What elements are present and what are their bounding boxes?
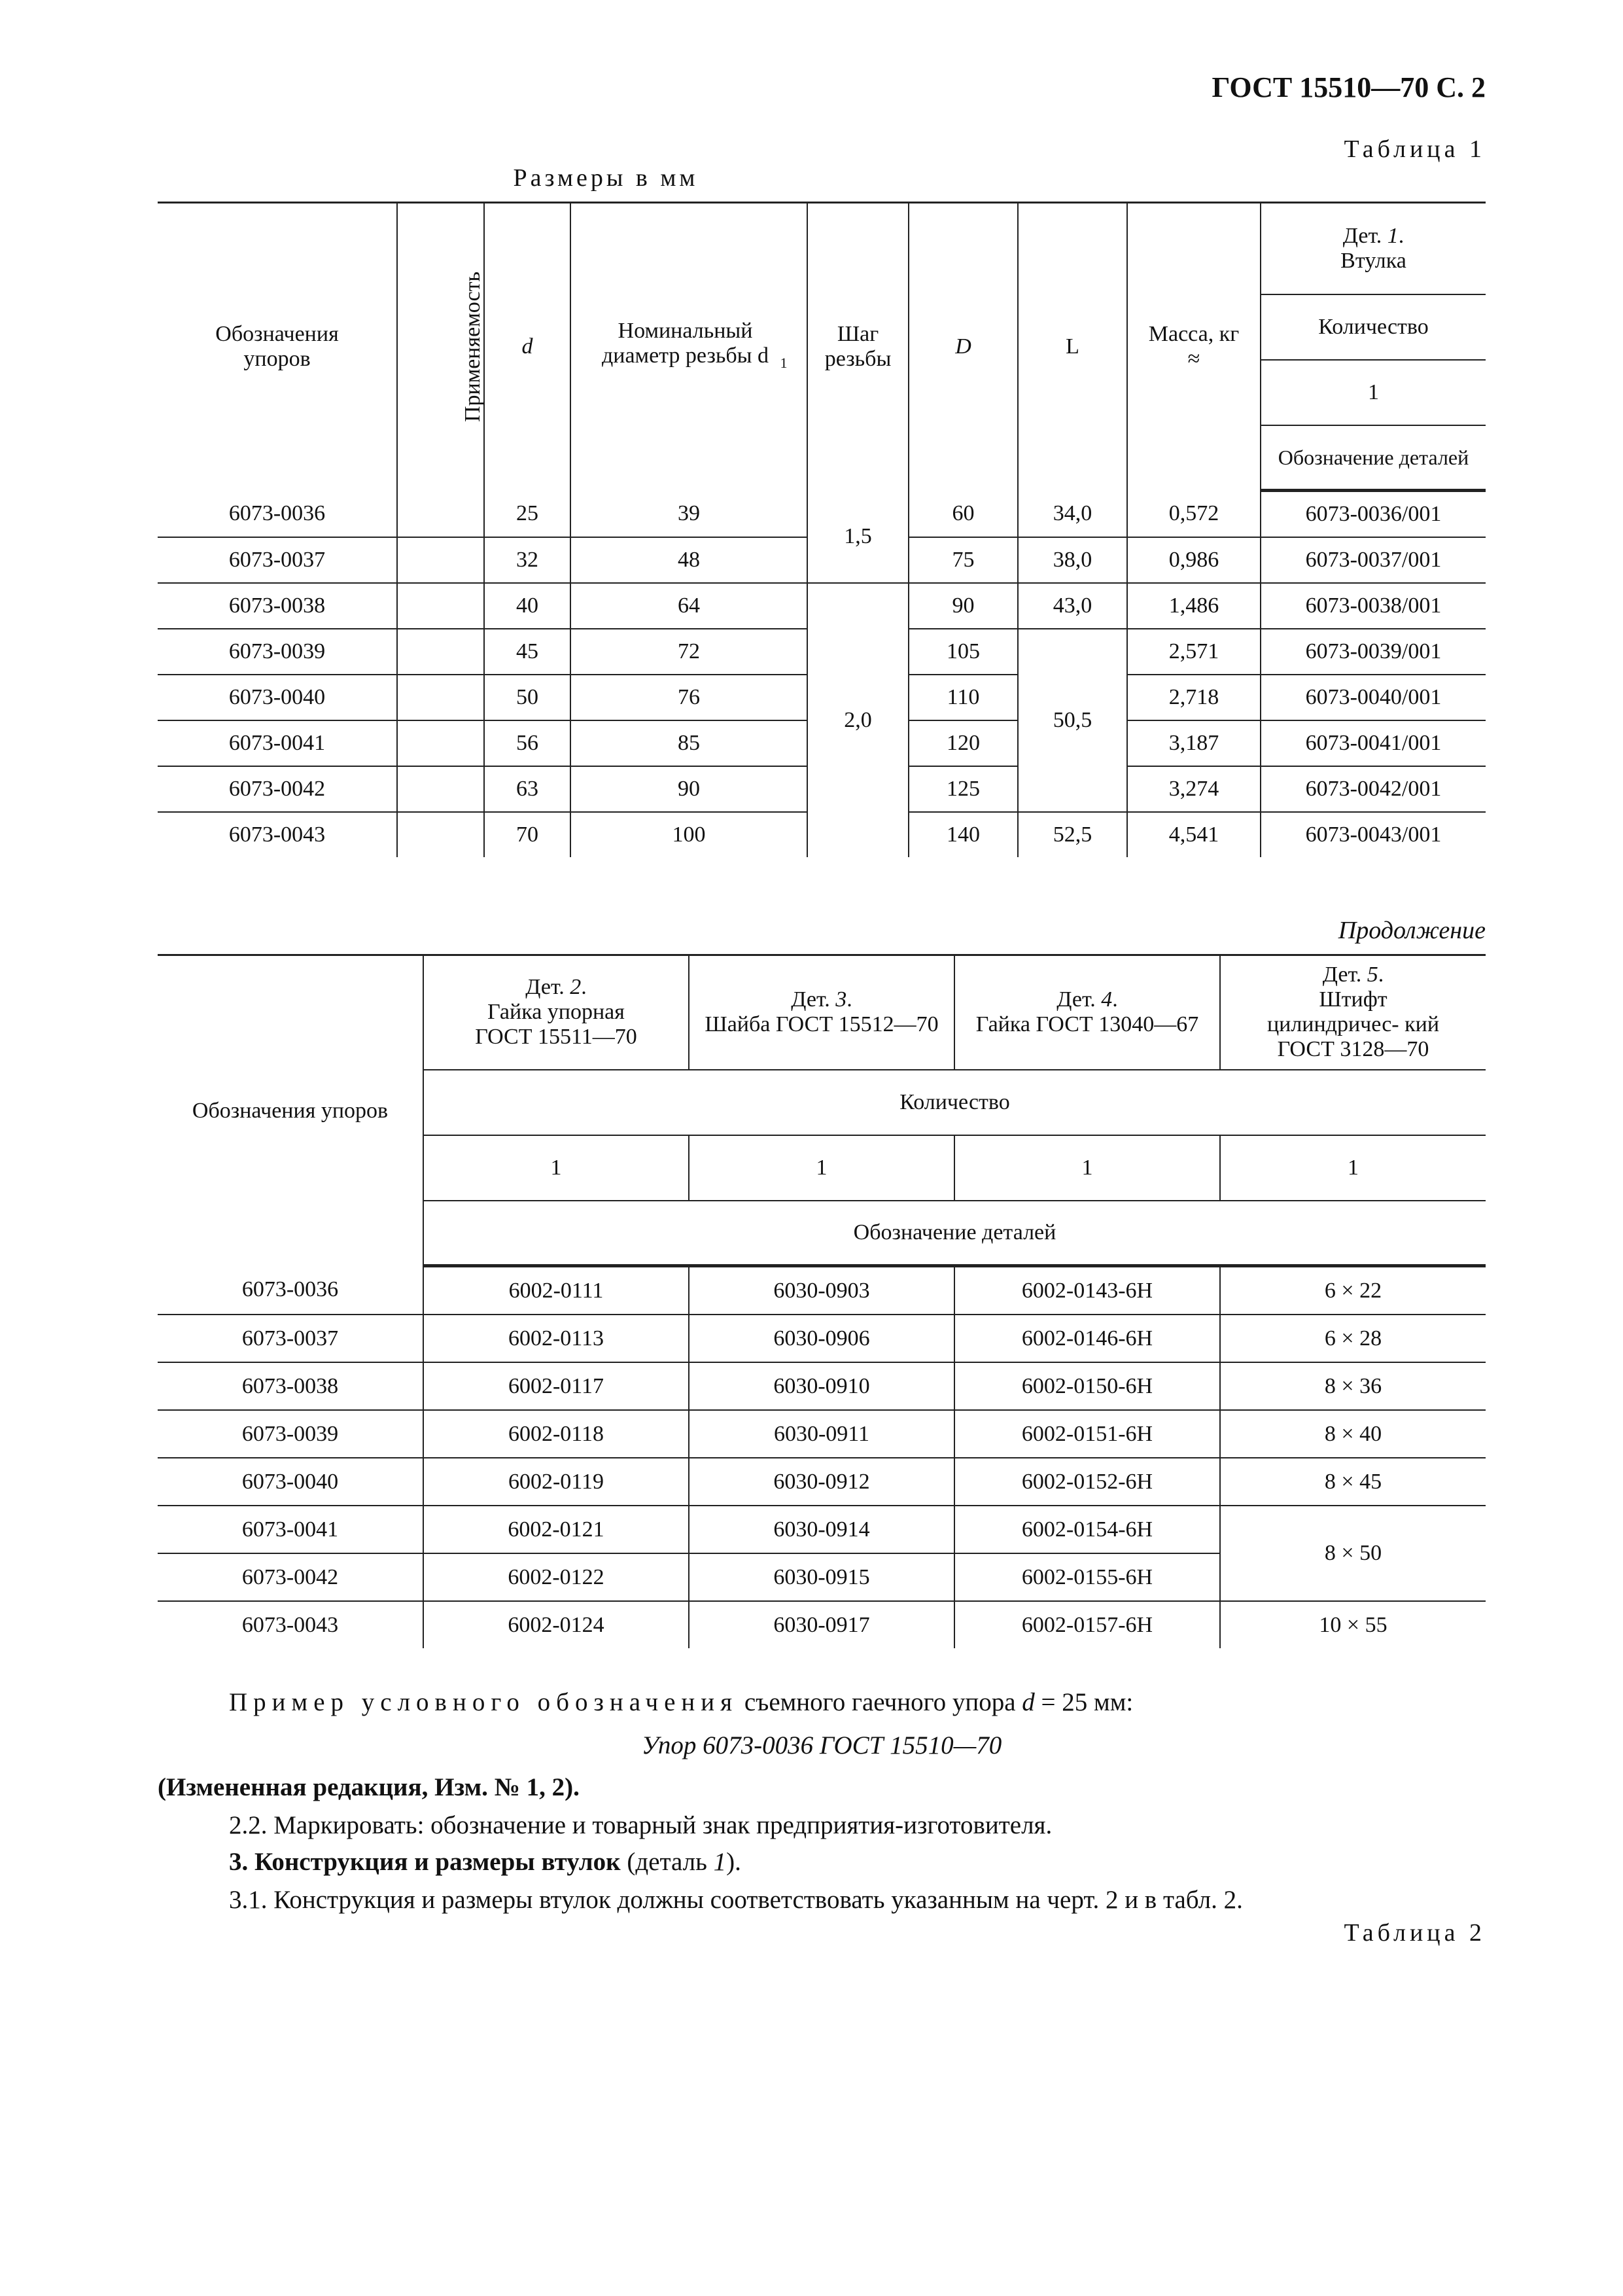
t2-p2: 6002-0124	[423, 1601, 689, 1648]
t2-head-qty: Количество	[423, 1070, 1486, 1135]
t1-head-designation: Обозначения упоров	[158, 203, 397, 491]
t2-p4: 6002-0155-6H	[954, 1553, 1220, 1601]
t1-code: 6073-0040	[158, 675, 397, 720]
t1-part: 6073-0038/001	[1261, 583, 1486, 629]
t1-D: 60	[909, 491, 1018, 538]
table1	[158, 202, 1486, 857]
table1-title: Таблица 1	[1344, 135, 1486, 163]
t1-pitch-b: 2,0	[807, 583, 909, 857]
t2-head-q3: 1	[954, 1135, 1220, 1201]
document-header: ГОСТ 15510—70 С. 2	[1212, 71, 1486, 103]
revision-note: (Измененная редакция, Изм. № 1, 2).	[158, 1773, 580, 1801]
t2-code: 6073-0040	[158, 1458, 423, 1506]
t1-head-nominal: Номинальный диаметр резьбы d $_1$	[570, 203, 807, 491]
t1-mass: 3,274	[1127, 766, 1261, 812]
t2-p4: 6002-0157-6H	[954, 1601, 1220, 1648]
t2-code: 6073-0036	[158, 1266, 423, 1315]
t1-L-merged: 50,5	[1018, 629, 1127, 812]
t1-d: 50	[484, 675, 570, 720]
t1-code: 6073-0036	[158, 491, 397, 538]
t1-D: 140	[909, 812, 1018, 857]
t1-applicability	[397, 720, 484, 766]
t2-p2: 6002-0111	[423, 1266, 689, 1315]
t2-code: 6073-0038	[158, 1362, 423, 1410]
t1-head-pitch: Шаг резьбы	[807, 203, 909, 491]
table-row	[158, 491, 1486, 538]
t1-applicability	[397, 491, 484, 538]
t2-head-parts: Обозначение деталей	[423, 1201, 1486, 1266]
clause-2-2: 2.2. Маркировать: обозначение и товарный знак предприятия-изготовителя.	[229, 1811, 1053, 1839]
table-row	[158, 1410, 1486, 1458]
t1-head-d: d	[484, 203, 570, 491]
t2-code: 6073-0041	[158, 1506, 423, 1553]
t1-mass: 3,187	[1127, 720, 1261, 766]
t1-D: 90	[909, 583, 1018, 629]
t1-D: 110	[909, 675, 1018, 720]
table2-title: Таблица 2	[1344, 1919, 1486, 1947]
t2-p2: 6002-0119	[423, 1458, 689, 1506]
t2-head-q4: 1	[1220, 1135, 1486, 1201]
t2-p3: 6030-0910	[689, 1362, 954, 1410]
t1-applicability	[397, 812, 484, 857]
t1-code: 6073-0041	[158, 720, 397, 766]
t2-p5: 6 × 22	[1220, 1266, 1486, 1315]
t1-head-qty: Количество	[1261, 294, 1486, 360]
t2-p4: 6002-0152-6H	[954, 1458, 1220, 1506]
t1-head-D: D	[909, 203, 1018, 491]
t1-head-parts: Обозначение деталей	[1261, 425, 1486, 491]
t1-part: 6073-0041/001	[1261, 720, 1486, 766]
t1-d1: 90	[570, 766, 807, 812]
t2-head-designation: Обозначения упоров	[158, 955, 423, 1266]
t2-p4: 6002-0146-6H	[954, 1315, 1220, 1362]
t2-p5: 10 × 55	[1220, 1601, 1486, 1648]
t1-part: 6073-0042/001	[1261, 766, 1486, 812]
t1-L: 38,0	[1018, 537, 1127, 583]
t2-p4: 6002-0143-6H	[954, 1266, 1220, 1315]
t1-head-qty-value: 1	[1261, 360, 1486, 425]
clause-3-1: 3.1. Конструкция и размеры втулок должны соответствовать указанным на черт. 2 и в табл. 2.	[229, 1886, 1243, 1914]
t1-code: 6073-0037	[158, 537, 397, 583]
table-row	[158, 1458, 1486, 1506]
table-row	[158, 1266, 1486, 1315]
t1-mass: 2,571	[1127, 629, 1261, 675]
t1-applicability	[397, 629, 484, 675]
t1-d1: 39	[570, 491, 807, 538]
t2-p3: 6030-0903	[689, 1266, 954, 1315]
t1-d: 56	[484, 720, 570, 766]
table-row	[158, 1315, 1486, 1362]
t2-head-det3: Дет. 3. Шайба ГОСТ 15512—70	[689, 955, 954, 1070]
t2-p2: 6002-0117	[423, 1362, 689, 1410]
t2-p5: 8 × 40	[1220, 1410, 1486, 1458]
t1-d: 25	[484, 491, 570, 538]
t2-p3: 6030-0914	[689, 1506, 954, 1553]
t1-D: 120	[909, 720, 1018, 766]
t2-p2: 6002-0122	[423, 1553, 689, 1601]
section-3-heading: 3. Конструкция и размеры втулок (деталь 1).	[229, 1848, 741, 1876]
example-designation: Упор 6073-0036 ГОСТ 15510—70	[641, 1731, 1002, 1759]
t1-code: 6073-0038	[158, 583, 397, 629]
t2-p3: 6030-0917	[689, 1601, 954, 1648]
t1-d: 70	[484, 812, 570, 857]
table-row	[158, 1506, 1486, 1553]
t1-d: 45	[484, 629, 570, 675]
t1-code: 6073-0042	[158, 766, 397, 812]
t2-code: 6073-0037	[158, 1315, 423, 1362]
t1-code: 6073-0039	[158, 629, 397, 675]
t2-code: 6073-0042	[158, 1553, 423, 1601]
t1-D: 75	[909, 537, 1018, 583]
t2-p4: 6002-0154-6H	[954, 1506, 1220, 1553]
t2-p3: 6030-0906	[689, 1315, 954, 1362]
t1-d1: 64	[570, 583, 807, 629]
t1-code: 6073-0043	[158, 812, 397, 857]
t2-p3: 6030-0911	[689, 1410, 954, 1458]
t1-applicability	[397, 583, 484, 629]
t1-D: 125	[909, 766, 1018, 812]
table1-continuation	[158, 954, 1486, 1648]
t1-d: 63	[484, 766, 570, 812]
t1-part: 6073-0039/001	[1261, 629, 1486, 675]
t2-p5-merged: 8 × 50	[1220, 1506, 1486, 1601]
t2-p5: 8 × 36	[1220, 1362, 1486, 1410]
t2-head-q2: 1	[689, 1135, 954, 1201]
t2-code: 6073-0043	[158, 1601, 423, 1648]
t1-mass: 2,718	[1127, 675, 1261, 720]
t1-L: 43,0	[1018, 583, 1127, 629]
t1-D: 105	[909, 629, 1018, 675]
table-row	[158, 1601, 1486, 1648]
t2-head-q1: 1	[423, 1135, 689, 1201]
t1-mass: 0,986	[1127, 537, 1261, 583]
t1-mass: 4,541	[1127, 812, 1261, 857]
t2-p3: 6030-0912	[689, 1458, 954, 1506]
t1-d1: 76	[570, 675, 807, 720]
t2-p2: 6002-0113	[423, 1315, 689, 1362]
t1-L: 34,0	[1018, 491, 1127, 538]
t1-applicability	[397, 675, 484, 720]
table-row	[158, 1362, 1486, 1410]
t2-p5: 6 × 28	[1220, 1315, 1486, 1362]
t2-p5: 8 × 45	[1220, 1458, 1486, 1506]
t1-d: 40	[484, 583, 570, 629]
t1-head-det1: Дет. 1. Втулка	[1261, 203, 1486, 294]
t2-code: 6073-0039	[158, 1410, 423, 1458]
t1-d1: 48	[570, 537, 807, 583]
t1-head-L: L	[1018, 203, 1127, 491]
t1-mass: 1,486	[1127, 583, 1261, 629]
t1-mass: 0,572	[1127, 491, 1261, 538]
t1-part: 6073-0036/001	[1261, 491, 1486, 538]
t1-d: 32	[484, 537, 570, 583]
t1-d1: 72	[570, 629, 807, 675]
t2-p4: 6002-0151-6H	[954, 1410, 1220, 1458]
t2-head-det2: Дет. 2. Гайка упорная ГОСТ 15511—70	[423, 955, 689, 1070]
t1-part: 6073-0037/001	[1261, 537, 1486, 583]
t2-p2: 6002-0121	[423, 1506, 689, 1553]
t2-p2: 6002-0118	[423, 1410, 689, 1458]
t1-pitch-a: 1,5	[807, 491, 909, 584]
example-paragraph: Пример условного обозначения съемного гаечного упора d = 25 мм:	[229, 1688, 1134, 1716]
t1-applicability	[397, 766, 484, 812]
t2-p3: 6030-0915	[689, 1553, 954, 1601]
t1-head-applicability: Применяемость	[397, 203, 484, 491]
t1-d1: 85	[570, 720, 807, 766]
t2-head-det4: Дет. 4. Гайка ГОСТ 13040—67	[954, 955, 1220, 1070]
table-row	[158, 583, 1486, 629]
continuation-label: Продолжение	[1338, 917, 1486, 944]
t1-applicability	[397, 537, 484, 583]
t1-head-mass: Масса, кг ≈	[1127, 203, 1261, 491]
t2-p4: 6002-0150-6H	[954, 1362, 1220, 1410]
t2-head-det5: Дет. 5. Штифт цилиндричес- кий ГОСТ 3128—70	[1220, 955, 1486, 1070]
t1-d1: 100	[570, 812, 807, 857]
t1-L: 52,5	[1018, 812, 1127, 857]
table1-units: Размеры в мм	[513, 164, 699, 192]
t1-part: 6073-0043/001	[1261, 812, 1486, 857]
t1-part: 6073-0040/001	[1261, 675, 1486, 720]
